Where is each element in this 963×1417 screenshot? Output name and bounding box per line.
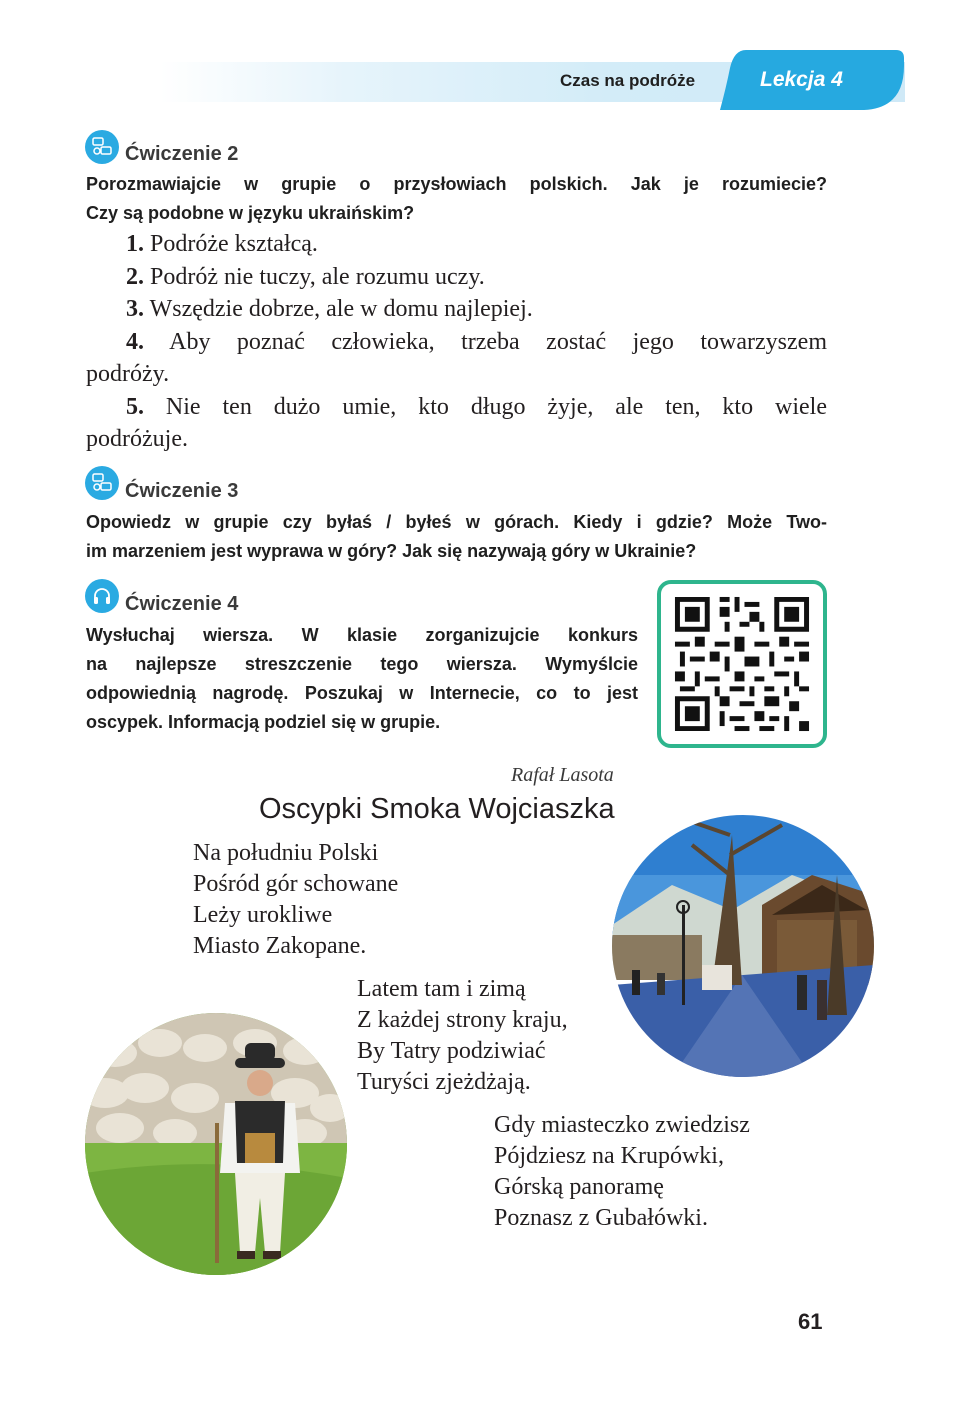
instruction-line: Porozmawiajcie w grupie o przysłowiach polskich. Jak je rozumiecie? xyxy=(86,174,827,194)
proverb-4: 4. Aby poznać człowieka, trzeba zostać jego towarzyszem podróży. xyxy=(86,329,827,387)
instruction-line: odpowiednią nagrodę. Poszukaj w Internecie, co to jest xyxy=(86,683,638,703)
zakopane-street-photo xyxy=(612,815,874,1077)
instruction-line: na najlepsze streszczenie tego wiersza. Wymyślcie xyxy=(86,654,638,674)
poem-line: Miasto Zakopane. xyxy=(193,933,367,959)
proverb-3: 3. Wszędzie dobrze, ale w domu najlepiej. xyxy=(126,296,533,322)
poem-line: By Tatry podziwiać xyxy=(357,1038,546,1064)
poem-line: Turyści zjeżdżają. xyxy=(357,1069,531,1095)
poem-line: Pośród gór schowane xyxy=(193,871,399,897)
exercise-4-instruction xyxy=(86,621,638,737)
exercise-2-title: Ćwiczenie 2 xyxy=(125,143,239,165)
group-discussion-icon xyxy=(85,130,119,164)
proverb-2: 2. Podróż nie tuczy, ale rozumu uczy. xyxy=(126,264,485,290)
section-title: Czas na podróże xyxy=(560,71,696,90)
poem-stanza-2 xyxy=(357,974,568,1098)
instruction-line: Czy są podobne w języku ukraińskim? xyxy=(86,203,415,223)
headphones-icon xyxy=(85,579,119,613)
poem-stanza-1 xyxy=(193,838,398,962)
proverb-5: 5. Nie ten dużo umie, kto długo żyje, ale ten, kto wiele podróżuje. xyxy=(86,394,827,452)
instruction-line: oscypek. Informacją podziel się w grupie. xyxy=(86,712,441,732)
poem-line: Górską panoramę xyxy=(494,1174,664,1200)
qr-code-frame[interactable] xyxy=(657,580,827,748)
instruction-line: Opowiedz w grupie czy byłaś / byłeś w górach. Kiedy i gdzie? Może Two- xyxy=(86,512,827,532)
poem-author: Rafał Lasota xyxy=(511,764,614,786)
instruction-line: im marzeniem jest wyprawa w góry? Jak się nazywają góry w Ukrainie? xyxy=(86,541,697,561)
poem-line: Poznasz z Gubałówki. xyxy=(494,1205,708,1231)
lesson-label: Lekcja 4 xyxy=(760,68,843,91)
poem-title: Oscypki Smoka Wojciaszka xyxy=(259,793,615,825)
instruction-line: Wysłuchaj wiersza. W klasie zorganizujcie konkurs xyxy=(86,625,638,645)
exercise-3-title: Ćwiczenie 3 xyxy=(125,480,239,502)
poem-stanza-3 xyxy=(494,1110,750,1234)
poem-line: Leży urokliwe xyxy=(193,902,333,928)
poem-line: Na południu Polski xyxy=(193,840,379,866)
proverb-1: 1. Podróże kształcą. xyxy=(126,231,318,257)
poem-line: Z każdej strony kraju, xyxy=(357,1007,568,1033)
poem-line: Pójdziesz na Krupówki, xyxy=(494,1143,724,1169)
page-number: 61 xyxy=(798,1309,823,1334)
qr-code-icon[interactable] xyxy=(669,592,815,736)
exercise-3-instruction xyxy=(86,508,827,566)
exercise-4-title: Ćwiczenie 4 xyxy=(125,593,239,615)
poem-line: Latem tam i zimą xyxy=(357,976,526,1002)
shepherd-sheep-photo xyxy=(85,1013,347,1275)
poem-line: Gdy miasteczko zwiedzisz xyxy=(494,1112,750,1138)
group-discussion-icon xyxy=(85,466,119,500)
exercise-2-instruction xyxy=(86,170,827,228)
